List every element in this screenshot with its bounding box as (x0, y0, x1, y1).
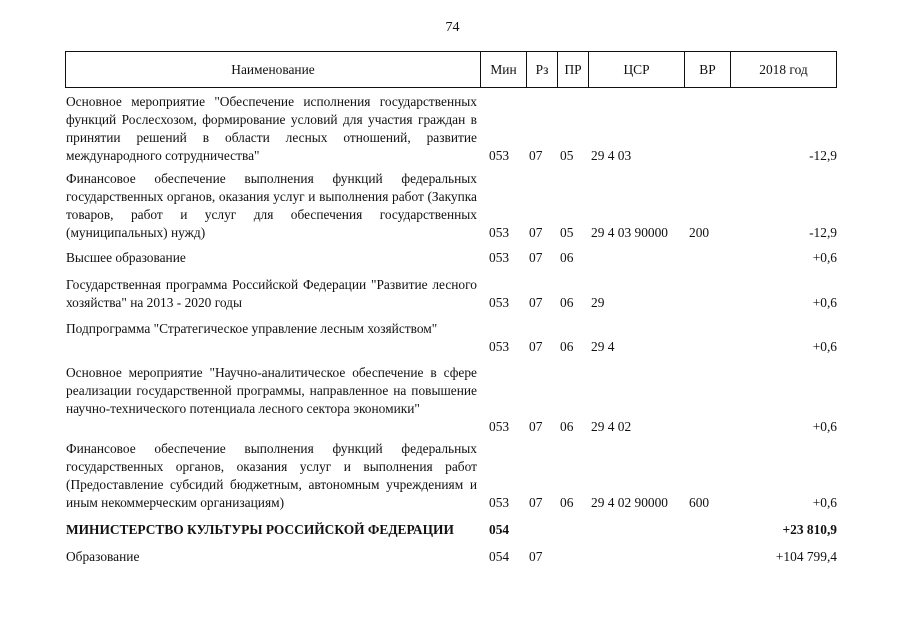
row-sum: -12,9 (809, 148, 837, 163)
row-min: 053 (489, 495, 510, 510)
row-name: МИНИСТЕРСТВО КУЛЬТУРЫ РОССИЙСКОЙ ФЕДЕРАЦИИ (66, 522, 454, 537)
row-rz: 07 (529, 339, 543, 354)
row-csr: 29 4 02 90000 (591, 495, 668, 510)
row-csr: 29 4 02 (591, 419, 632, 434)
row-rz: 07 (529, 549, 543, 564)
row-name: Финансовое обеспечение выполнения функций федеральных государственных органов, оказания услуг и выполнения работ (Закупка товаров, работ и услуг для обеспечения государственных (муниципальных) нужд) (66, 171, 477, 240)
row-rz: 07 (529, 495, 543, 510)
row-name: Основное мероприятие "Обеспечение исполнения государственных функций Рослесхозом, формирование условий для участия граждан в принятии решений в области лесных отношений, развитие международного сотрудничества" (66, 94, 477, 163)
row-min: 053 (489, 250, 510, 265)
row-vr: 200 (689, 225, 710, 240)
row-min: 053 (489, 419, 510, 434)
row-pr: 05 (560, 148, 574, 163)
header-min: Мин (480, 52, 526, 87)
row-sum: +104 799,4 (775, 549, 837, 564)
row-min: 053 (489, 148, 510, 163)
table-header (65, 51, 837, 88)
row-rz: 07 (529, 295, 543, 310)
page-number: 74 (445, 20, 460, 35)
row-rz: 07 (529, 250, 543, 265)
row-pr: 06 (560, 295, 574, 310)
row-name: Основное мероприятие "Научно-аналитическое обеспечение в сфере реализации государственной программы, направленное на повышение научно-технического потенциала лесного сектора экономики" (66, 365, 477, 416)
header-rz: Рз (526, 52, 557, 87)
row-vr: 600 (689, 495, 710, 510)
header-pr: ПР (557, 52, 588, 87)
row-pr: 06 (560, 339, 574, 354)
row-min: 053 (489, 295, 510, 310)
header-vr: ВР (684, 52, 730, 87)
row-name: Государственная программа Российской Федерации "Развитие лесного хозяйства" на 2013 - 2020 годы (66, 277, 477, 310)
row-name: Финансовое обеспечение выполнения функций федеральных государственных органов, оказания услуг и выполнения работ (Предоставление субсидий бюджетным, автономным учреждениям и иным некоммерческим организациям) (66, 441, 477, 510)
row-pr: 05 (560, 225, 574, 240)
row-csr: 29 4 03 90000 (591, 225, 668, 240)
row-rz: 07 (529, 419, 543, 434)
header-name: Наименование (231, 62, 315, 77)
row-min: 054 (489, 549, 510, 564)
row-name: Подпрограмма "Стратегическое управление лесным хозяйством" (66, 321, 438, 336)
row-min: 053 (489, 225, 510, 240)
row-sum: +0,6 (812, 339, 837, 354)
row-sum: +0,6 (812, 419, 837, 434)
row-min: 054 (489, 522, 510, 537)
header-csr: ЦСР (588, 52, 684, 87)
header-year: 2018 год (730, 52, 836, 87)
row-csr: 29 4 (591, 339, 615, 354)
row-sum: +0,6 (812, 295, 837, 310)
row-csr: 29 4 03 (591, 148, 632, 163)
row-sum: +0,6 (812, 250, 837, 265)
row-name: Образование (66, 549, 140, 564)
row-min: 053 (489, 339, 510, 354)
row-rz: 07 (529, 225, 543, 240)
row-pr: 06 (560, 419, 574, 434)
row-sum: -12,9 (809, 225, 837, 240)
row-sum: +23 810,9 (782, 522, 837, 537)
row-pr: 06 (560, 495, 574, 510)
row-pr: 06 (560, 250, 574, 265)
row-rz: 07 (529, 148, 543, 163)
row-sum: +0,6 (812, 495, 837, 510)
row-name: Высшее образование (66, 250, 186, 265)
row-csr: 29 (591, 295, 605, 310)
